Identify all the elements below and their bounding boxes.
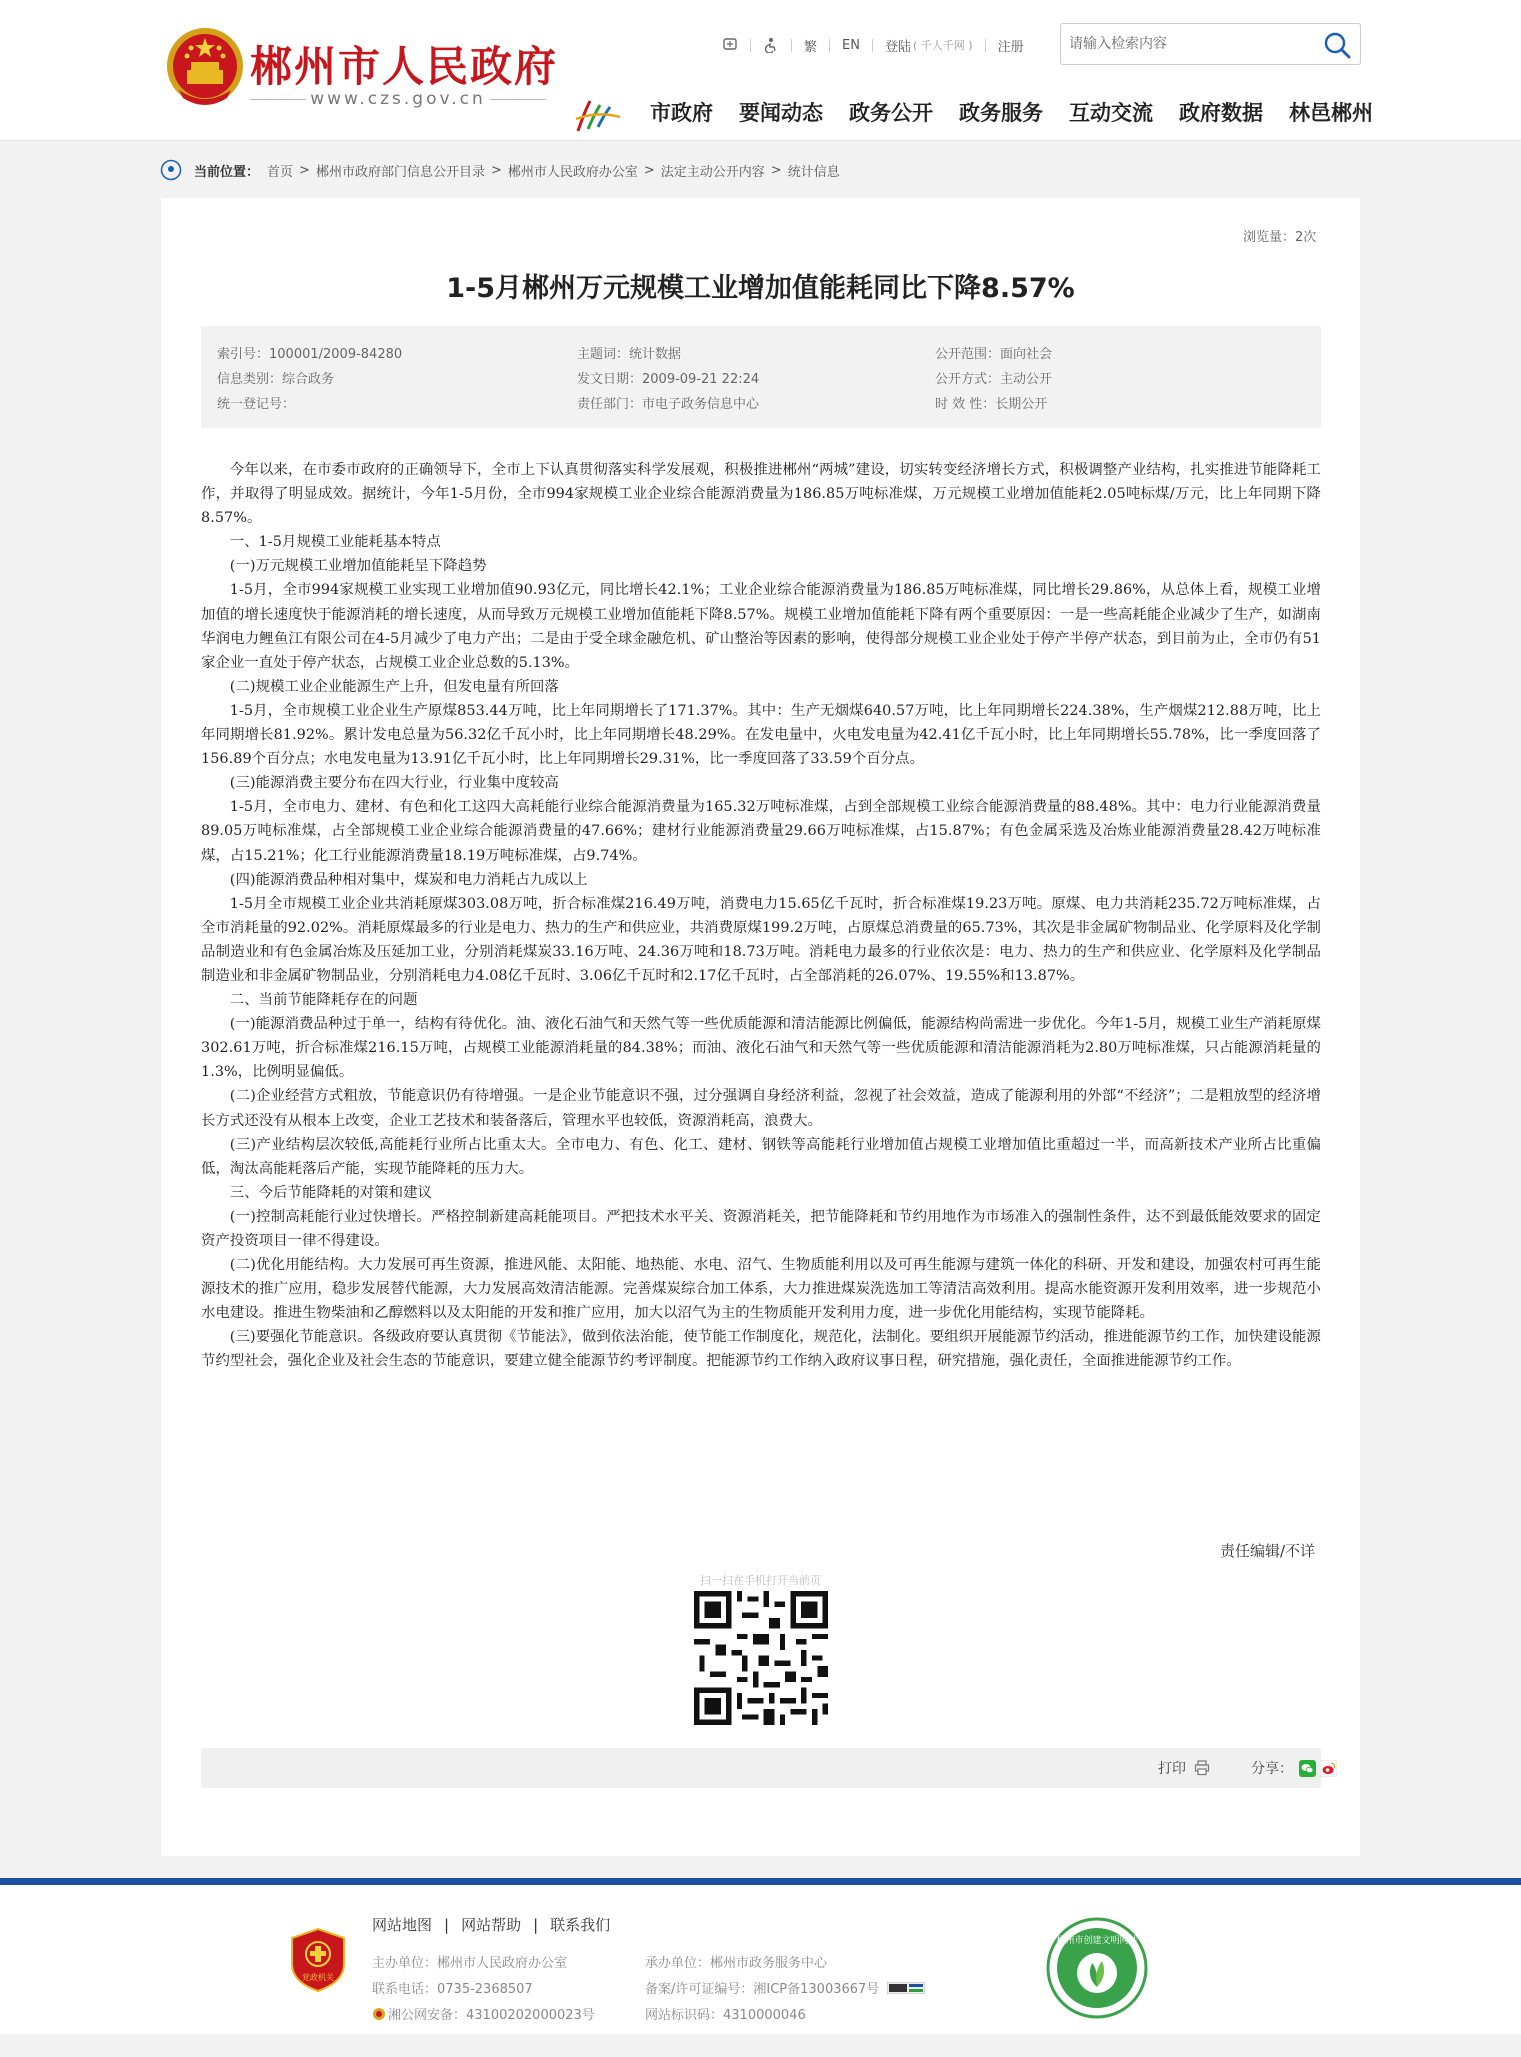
chevron-right-icon: > xyxy=(770,162,782,178)
breadcrumb xyxy=(160,159,840,181)
footer-link-help[interactable]: 网站帮助 xyxy=(461,1916,522,1934)
breadcrumb-lead: 当前位置： xyxy=(194,164,260,180)
subsection-heading: (四)能源消费品种相对集中，煤炭和电力消耗占九成以上 xyxy=(229,871,588,888)
site-title[interactable]: 郴州市人民政府 xyxy=(250,42,559,91)
elderly-mode-icon[interactable] xyxy=(763,37,779,53)
national-emblem-icon xyxy=(165,26,245,110)
meta-subject: 主题词：统计数据 xyxy=(577,347,682,362)
footer-link-contact[interactable]: 联系我们 xyxy=(550,1916,611,1934)
english-link[interactable]: EN xyxy=(842,37,860,53)
responsible-editor: 责任编辑/不详 xyxy=(1220,1542,1316,1560)
qr-caption: 扫一扫在手机打开当前页 xyxy=(700,1574,821,1587)
meta-category: 信息类别：综合政务 xyxy=(217,372,335,387)
divider: | xyxy=(533,1915,539,1934)
wechat-icon[interactable] xyxy=(1299,1760,1316,1777)
footer-link-sitemap[interactable]: 网站地图 xyxy=(372,1916,433,1934)
brand-mark-icon xyxy=(574,93,622,135)
paragraph: 今年以来，在市委市政府的正确领导下，全市上下认真贯彻落实科学发展观，积极推进郴州“两城”建设，切实转变经济增长方式，积极调整产业结构，扎实推进节能降耗工作，并取得了明显成效。据统计，今年1-5月份，全市994家规模工业企业综合能源消费量为186.85万吨标准煤，万元规模工业增加值能耗2.05吨标煤/万元，比上年同期下降8.57%。 xyxy=(201,462,1321,527)
nav-item[interactable]: 要闻动态 xyxy=(739,101,823,125)
meta-dept: 责任部门：市电子政务信息中心 xyxy=(577,397,760,412)
breadcrumb-item[interactable]: 首页 xyxy=(267,164,294,180)
paragraph: 1-5月全市规模工业企业共消耗原煤303.08万吨，折合标准煤216.49万吨，消费电力15.65亿千瓦时，折合标准煤19.23万吨。原煤、电力共消耗235.72万吨标准煤，占全市消耗量的92.02%。消耗原煤最多的行业是电力、热力的生产和供应业，共消费原煤199.2万吨，占原煤总消费量的65.73%，其次是非金属矿物制品业、化学原料及化学制品制造业和有色金属冶炼及压延加工业，分别消耗煤炭33.16万吨、24.36万吨和18.73万吨。消耗电力最多的行业依次是：电力、热力的生产和供应业、化学原料及化学制品制造业和非金属矿物制品业，分别消耗电力4.08亿千瓦时、3.06亿千瓦时和2.17亿千瓦时，占全部消耗的26.07%、19.55%和13.87%。 xyxy=(201,895,1321,984)
divider xyxy=(872,39,873,52)
site-url: www.czs.gov.cn xyxy=(310,89,486,109)
footer-site-id: 网站标识码：4310000046 xyxy=(645,2008,806,2023)
meta-method: 公开方式：主动公开 xyxy=(935,372,1053,387)
meta-index-no: 索引号：100001/2009-84280 xyxy=(217,347,403,362)
meta-reg-no: 统一登记号： xyxy=(217,397,296,412)
site-header xyxy=(0,0,1521,141)
subsection-heading: (三)能源消费主要分布在四大行业，行业集中度较高 xyxy=(229,775,559,792)
breadcrumb-item[interactable]: 郴州市政府部门信息公开目录 xyxy=(315,164,485,180)
paragraph: 1-5月，全市994家规模工业实现工业增加值90.93亿元，同比增长42.1%；工业企业综合能源消费量为186.85万吨标准煤，同比增长29.86%，从总体上看，规模工业增加值的增长速度快于能源消耗的增长速度，从而导致万元规模工业增加值能耗下降8.57%。规模工业增加值能耗下降有两个重要原因：一是一些高耗能企业减少了生产，如湖南华润电力鲤鱼江有限公司在4-5月减少了电力产出；二是由于受全球金融危机、矿山整治等因素的影响，使得部分规模工业企业处于停产半停产状态，到目前为止，全市仍有51家企业一直处于停产状态，占规模工业企业总数的5.13%。 xyxy=(201,582,1321,671)
chevron-right-icon: > xyxy=(299,162,310,178)
bottom-strip xyxy=(0,2034,1521,2057)
qr-code-icon xyxy=(694,1591,828,1725)
paragraph: (一)控制高耗能行业过快增长。严格控制新建高耗能项目。严把技术水平关、资源消耗关，把节能降耗和节约用地作为市场准入的强制性条件，达不到最低能效要求的固定资产投资项目一律不得建设。 xyxy=(201,1208,1321,1249)
search-box xyxy=(1060,23,1361,65)
action-bar xyxy=(201,1748,1321,1788)
footer-icp-text: 备案/许可证编号：湘ICP备13003667号 xyxy=(645,1982,880,1997)
site-footer xyxy=(0,1878,1521,2034)
print-button[interactable] xyxy=(1158,1758,1210,1778)
top-tools xyxy=(722,34,1024,56)
divider: | xyxy=(444,1915,450,1934)
footer-host: 主办单位：郴州市人民政府办公室 xyxy=(372,1956,568,1971)
breadcrumb-item[interactable]: 郴州市人民政府办公室 xyxy=(507,164,638,180)
weibo-icon[interactable] xyxy=(1320,1760,1337,1777)
article-meta xyxy=(201,326,1321,428)
divider xyxy=(985,39,986,52)
view-count: 浏览量：2次 xyxy=(1243,230,1317,245)
paragraph: (三)要强化节能意识。各级政府要认真贯彻《节能法》，做到依法治能，使节能工作制度化，规范化，法制化。要组织开展能源节约活动，推进能源节约工作，加快建设能源节约型社会，强化企业及社会生态的节能意识，要建立健全能源节约考评制度。把能源节约工作纳入政府议事日程，研究措施，强化责任，全面推进能源节约工作。 xyxy=(201,1329,1321,1370)
accessibility-reader-icon[interactable] xyxy=(722,37,738,53)
license-badge-icon xyxy=(887,1982,925,1994)
paragraph: (一)能源消费品种过于单一，结构有待优化。油、液化石油气和天然气等一些优质能源和清洁能源比例偏低，能源结构尚需进一步优化。今年1-5月，规模工业生产消耗原煤302.61万吨，折合标准煤216.15万吨，占规模工业能源消耗量的84.38%；而油、液化石油气和天然气等一些优质能源和清洁能源消耗为2.80万吨标准煤，只占能源消耗量的1.3%，比例明显偏低。 xyxy=(201,1016,1321,1081)
breadcrumb-item[interactable]: 法定主动公开内容 xyxy=(660,164,765,180)
chevron-right-icon: > xyxy=(643,162,655,178)
nav-item[interactable]: 政务公开 xyxy=(849,101,933,125)
badge-text: 党政机关 xyxy=(302,1973,334,1982)
seal-text: 郴州市创建文明网站 xyxy=(1056,1936,1138,1946)
divider xyxy=(829,39,830,52)
traditional-chinese-link[interactable]: 繁 xyxy=(804,39,818,55)
paragraph: (二)企业经营方式粗放，节能意识仍有待增强。一是企业节能意识不强，过分强调自身经济利益，忽视了社会效益，造成了能源利用的外部“不经济”；二是粗放型的经济增长方式还没有从根本上改变，企业工艺技术和装备落后，管理水平也较低，资源消耗高，浪费大。 xyxy=(201,1088,1321,1129)
section-heading: 三、今后节能降耗的对策和建议 xyxy=(229,1184,432,1201)
nav-item[interactable]: 林邑郴州 xyxy=(1289,101,1373,125)
nav-item[interactable]: 市政府 xyxy=(650,101,713,125)
party-government-badge-icon[interactable] xyxy=(291,1928,345,1992)
meta-date: 发文日期：2009-09-21 22:24 xyxy=(577,372,760,387)
paragraph: 1-5月，全市规模工业企业生产原煤853.44万吨，比上年同期增长了171.37%。其中：生产无烟煤640.57万吨，比上年同期增长224.38%，生产烟煤212.88万吨，比上年同期增长81.92%。累计发电总量为56.32亿千瓦小时，比上年同期增长48.29%。在发电量中，火电发电量为42.41亿千瓦小时，比上年同期增长55.78%，比一季度回落了156.89个百分点；水电发电量为13.91亿千瓦小时，比上年同期增长29.31%，比一季度回落了33.59个百分点。 xyxy=(201,702,1321,768)
section-heading: 二、当前节能降耗存在的问题 xyxy=(229,992,418,1009)
search-input[interactable] xyxy=(1069,24,1309,64)
footer-phone: 联系电话：0735-2368507 xyxy=(372,1982,533,1997)
share-label: 分享： xyxy=(1251,1761,1293,1777)
search-icon[interactable] xyxy=(1322,30,1352,60)
register-link[interactable]: 注册 xyxy=(997,39,1024,55)
login-sub-label: ( 千人千网 ) xyxy=(912,39,973,52)
meta-scope: 公开范围：面向社会 xyxy=(935,347,1053,362)
footer-links xyxy=(372,1914,610,1935)
footer-police-record[interactable] xyxy=(372,2004,595,2023)
section-heading: 一、1-5月规模工业能耗基本特点 xyxy=(229,534,441,551)
article-card xyxy=(161,198,1360,1856)
paragraph: (三)产业结构层次较低,高能耗行业所占比重太大。全市电力、有色、化工、建材、钢铁等高能耗行业增加值占规模工业增加值比重超过一半，而高新技术产业所占比重偏低，淘汰高能耗落后产能，实现节能降耗的压力大。 xyxy=(201,1136,1321,1177)
subsection-heading: (一)万元规模工业增加值能耗呈下降趋势 xyxy=(229,558,487,575)
footer-police-text: 湘公网安备：43100202000023号 xyxy=(388,2008,595,2023)
login-link[interactable]: 登陆 xyxy=(884,39,911,55)
meta-validity: 时 效 性：长期公开 xyxy=(935,397,1048,412)
nav-item[interactable]: 政务服务 xyxy=(959,101,1043,125)
footer-organizer: 承办单位：郴州市政务服务中心 xyxy=(645,1956,828,1971)
main-nav xyxy=(650,97,1373,127)
share-group xyxy=(1251,1758,1337,1778)
article-title: 1-5月郴州万元规模工业增加值能耗同比下降8.57% xyxy=(446,273,1075,304)
subsection-heading: (二)规模工业企业能源生产上升，但发电量有所回落 xyxy=(229,678,559,695)
police-badge-icon xyxy=(372,2007,386,2021)
nav-item[interactable]: 互动交流 xyxy=(1069,101,1153,125)
breadcrumb-item[interactable]: 统计信息 xyxy=(787,164,840,180)
footer-icp[interactable] xyxy=(645,1978,925,1997)
article-body xyxy=(201,458,1321,1374)
print-label: 打印 xyxy=(1158,1761,1186,1777)
divider xyxy=(750,39,751,52)
nav-item[interactable]: 政府数据 xyxy=(1179,101,1263,125)
paragraph: 1-5月，全市电力、建材、有色和化工这四大高耗能行业综合能源消费量为165.32万吨标准煤，占到全部规模工业综合能源消费量的88.48%。其中：电力行业能源消费量89.05万吨标准煤，占全部规模工业企业综合能源消费量的47.66%；建材行业能源消费量29.66万吨标准煤，占15.87%；有色金属采选及冶炼业能源消费量28.42万吨标准煤，占15.21%；化工行业能源消费量18.19万吨标准煤，占9.74%。 xyxy=(201,799,1321,864)
printer-icon xyxy=(1194,1760,1210,1776)
divider xyxy=(791,39,792,52)
chevron-right-icon: > xyxy=(490,162,502,178)
paragraph: (二)优化用能结构。大力发展可再生资源，推进风能、太阳能、地热能、水电、沼气、生物质能利用以及可再生能源与建筑一体化的科研、开发和建设，加强农村可再生能源技术的推广应用，稳步发展替代能源，大力发展高效清洁能源。完善煤炭综合加工体系，大力推进煤炭洗选加工等清洁高效利用。提高水能资源开发利用效率，进一步规范小水电建设。推进生物柴油和乙醇燃料以及太阳能的开发和推广应用，加大以沼气为主的生物质能开发利用力度，进一步优化用能结构，实现节能降耗。 xyxy=(201,1257,1321,1322)
location-pin-icon xyxy=(160,159,182,181)
civilized-website-seal-icon[interactable] xyxy=(1046,1917,1148,2019)
